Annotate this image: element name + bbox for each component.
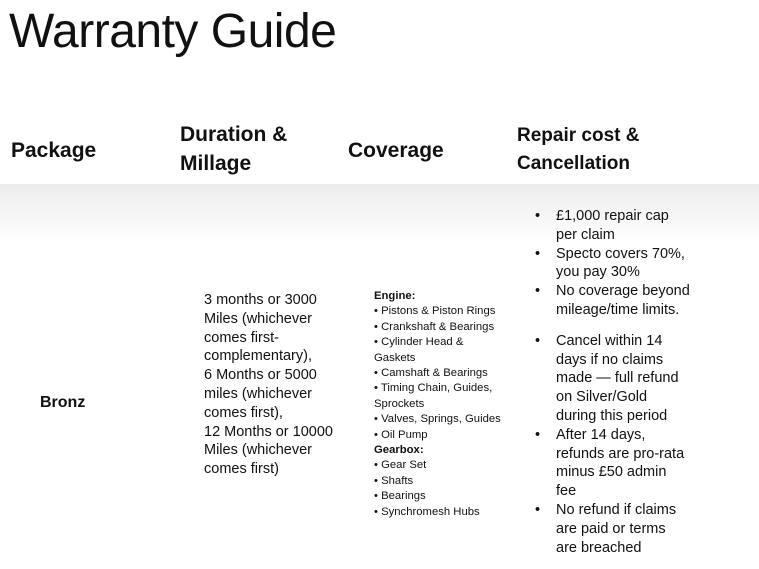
engine-item: • Pistons & Piston Rings xyxy=(374,305,496,318)
bullet-line: mileage/time limits. xyxy=(556,301,680,318)
duration-line: Miles (whichever xyxy=(204,442,312,459)
bullet-line: you pay 30% xyxy=(556,264,640,281)
cancellation-bullet xyxy=(533,501,757,557)
bullet-line: during this period xyxy=(556,407,668,424)
bullet-line: minus £50 admin xyxy=(556,464,667,481)
duration-line: miles (whichever xyxy=(204,385,312,402)
engine-item: • Camshaft & Bearings xyxy=(374,367,488,380)
bullet-line: • No coverage beyond xyxy=(556,283,690,300)
cancellation-bullet xyxy=(533,426,757,501)
bullet-line: are breached xyxy=(556,539,642,556)
bullet-line: on Silver/Gold xyxy=(556,389,648,406)
duration-cell xyxy=(204,291,344,479)
bullet-line: • Cancel within 14 xyxy=(556,332,663,349)
gearbox-item: • Synchromesh Hubs xyxy=(374,505,480,518)
bullet-line: refunds are pro-rata xyxy=(556,445,685,462)
gearbox-item: • Gear Set xyxy=(374,459,427,472)
coverage-cell xyxy=(374,289,524,520)
duration-line: 3 months or 3000 xyxy=(204,292,317,308)
duration-line: comes first), xyxy=(204,404,283,421)
duration-line: comes first) xyxy=(204,461,279,478)
bullet-line: • After 14 days, xyxy=(556,426,646,443)
engine-heading: Engine: xyxy=(374,290,416,302)
repair-bullet xyxy=(533,245,757,283)
engine-item: • Timing Chain, Guides, xyxy=(374,382,493,395)
duration-line: 6 Months or 5000 xyxy=(204,367,317,384)
engine-item: • Valves, Springs, Guides xyxy=(374,413,501,426)
bullet-line: are paid or terms xyxy=(556,520,666,537)
gearbox-item: • Shafts xyxy=(374,474,414,487)
bullet-line: fee xyxy=(556,483,577,500)
cancellation-bullet xyxy=(533,332,757,426)
bullet-line: days if no claims xyxy=(556,351,664,368)
duration-line: complementary), xyxy=(204,348,312,365)
engine-item: Sprockets xyxy=(374,397,425,410)
bullet-line: per claim xyxy=(556,226,615,243)
column-header-coverage: Coverage xyxy=(348,139,444,162)
bullet-line: made — full refund xyxy=(556,370,679,387)
column-header-repair-line: Repair cost & xyxy=(517,125,640,146)
engine-item: Gaskets xyxy=(374,351,416,364)
column-header-duration-line: Millage xyxy=(180,152,252,175)
package-name: Bronz xyxy=(40,394,86,411)
spacer xyxy=(533,320,757,332)
bullet-line: • £1,000 repair cap xyxy=(556,208,669,224)
column-header-package: Package xyxy=(11,139,97,162)
bullet-line: • No refund if claims xyxy=(556,501,677,518)
duration-line: 12 Months or 10000 xyxy=(204,423,333,440)
page-title: Warranty Guide xyxy=(9,5,337,58)
engine-item: • Cylinder Head & xyxy=(374,336,464,349)
column-header-repair-line: Cancellation xyxy=(517,153,630,174)
column-header-repair xyxy=(517,122,639,178)
duration-line: Miles (whichever xyxy=(204,310,312,327)
bullet-line: • Specto covers 70%, xyxy=(556,245,685,262)
duration-line: comes first- xyxy=(204,329,279,346)
repair-bullet xyxy=(533,282,757,320)
repair-cell xyxy=(533,207,757,557)
engine-item: • Crankshaft & Bearings xyxy=(374,320,495,333)
gearbox-heading: Gearbox: xyxy=(374,444,424,457)
engine-item: • Oil Pump xyxy=(374,428,428,441)
column-header-duration xyxy=(180,120,287,178)
column-header-duration-line: Duration & xyxy=(180,123,288,146)
gearbox-item: • Bearings xyxy=(374,490,426,503)
repair-bullet xyxy=(533,207,757,245)
